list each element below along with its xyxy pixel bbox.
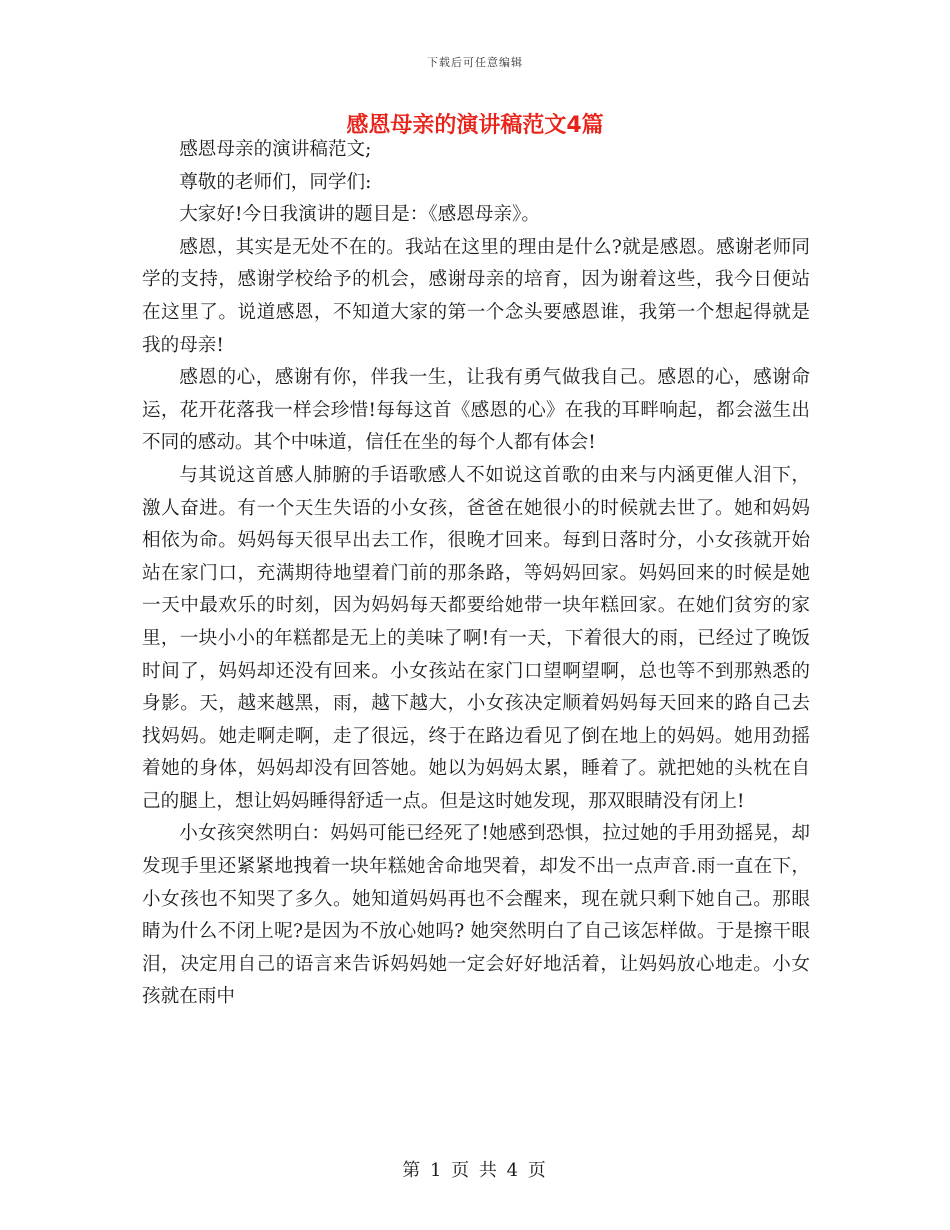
paragraph: 尊敬的老师们，同学们: bbox=[179, 171, 372, 193]
paragraph: 大家好!今日我演讲的题目是：《感恩母亲》。 bbox=[179, 204, 540, 226]
paragraph: 感恩母亲的演讲稿范文; bbox=[179, 139, 372, 160]
paragraph: 感恩的心，感谢有你，伴我一生，让我有勇气做我自己。感恩的心，感谢命运，花开花落我一样会珍惜!每每这首《感恩的心》在我的耳畔响起，都会滋生出不同的感动。其个中味道，信任在坐的每个人都有体会! bbox=[142, 367, 810, 454]
page-number-footer: 第 1 页 共 4 页 bbox=[402, 1160, 548, 1181]
document-title: 感恩母亲的演讲稿范文4篇 bbox=[346, 113, 604, 138]
paragraph: 与其说这首感人肺腑的手语歌感人不如说这首歌的由来与内涵更催人泪下，激人奋进。有一个天生失语的小女孩，爸爸在她很小的时候就去世了。她和妈妈相依为命。妈妈每天很早出去工作，很晚才回来。每到日落时分，小女孩就开始站在家门口，充满期待地望着门前的那条路，等妈妈回家。妈妈回来的时候是她一天中最欢乐的时刻，因为妈妈每天都要给她带一块年糕回家。在她们贫穷的家里，一块小小的年糕都是无上的美味了啊!有一天，下着很大的雨，已经过了晚饭时间了，妈妈却还没有回来。小女孩站在家门口望啊望啊，总也等不到那熟悉的身影。天，越来越黑，雨，越下越大，小女孩决定顺着妈妈每天回来的路自己去找妈妈。她走啊走啊，走了很远，终于在路边看见了倒在地上的妈妈。她用劲摇着她的身体，妈妈却没有回答她。她以为妈妈太累，睡着了。就把她的头枕在自己的腿上，想让妈妈睡得舒适一点。但是这时她发现，那双眼睛没有闭上! bbox=[142, 464, 810, 812]
document-body bbox=[142, 134, 810, 1014]
paragraph: 感恩，其实是无处不在的。我站在这里的理由是什么?就是感恩。感谢老师同学的支持，感谢学校给予的机会，感谢母亲的培育，因为谢着这些，我今日便站在这里了。说道感恩，不知道大家的第一个念头要感恩谁，我第一个想起得就是我的母亲! bbox=[142, 236, 810, 356]
page-header-note: 下载后可任意编辑 bbox=[427, 56, 523, 69]
paragraph: 小女孩突然明白：妈妈可能已经死了!她感到恐惧，拉过她的手用劲摇晃，却发现手里还紧紧地拽着一块年糕她舍命地哭着，却发不出一点声音.雨一直在下，小女孩也不知哭了多久。她知道妈妈再也不会醒来，现在就只剩下她自己。那眼睛为什么不闭上呢?是因为不放心她吗? 她突然明白了自己该怎样做。于是擦干眼泪，决定用自己的语言来告诉妈妈她一定会好好地活着，让妈妈放心地走。小女孩就在雨中 bbox=[142, 823, 810, 1008]
